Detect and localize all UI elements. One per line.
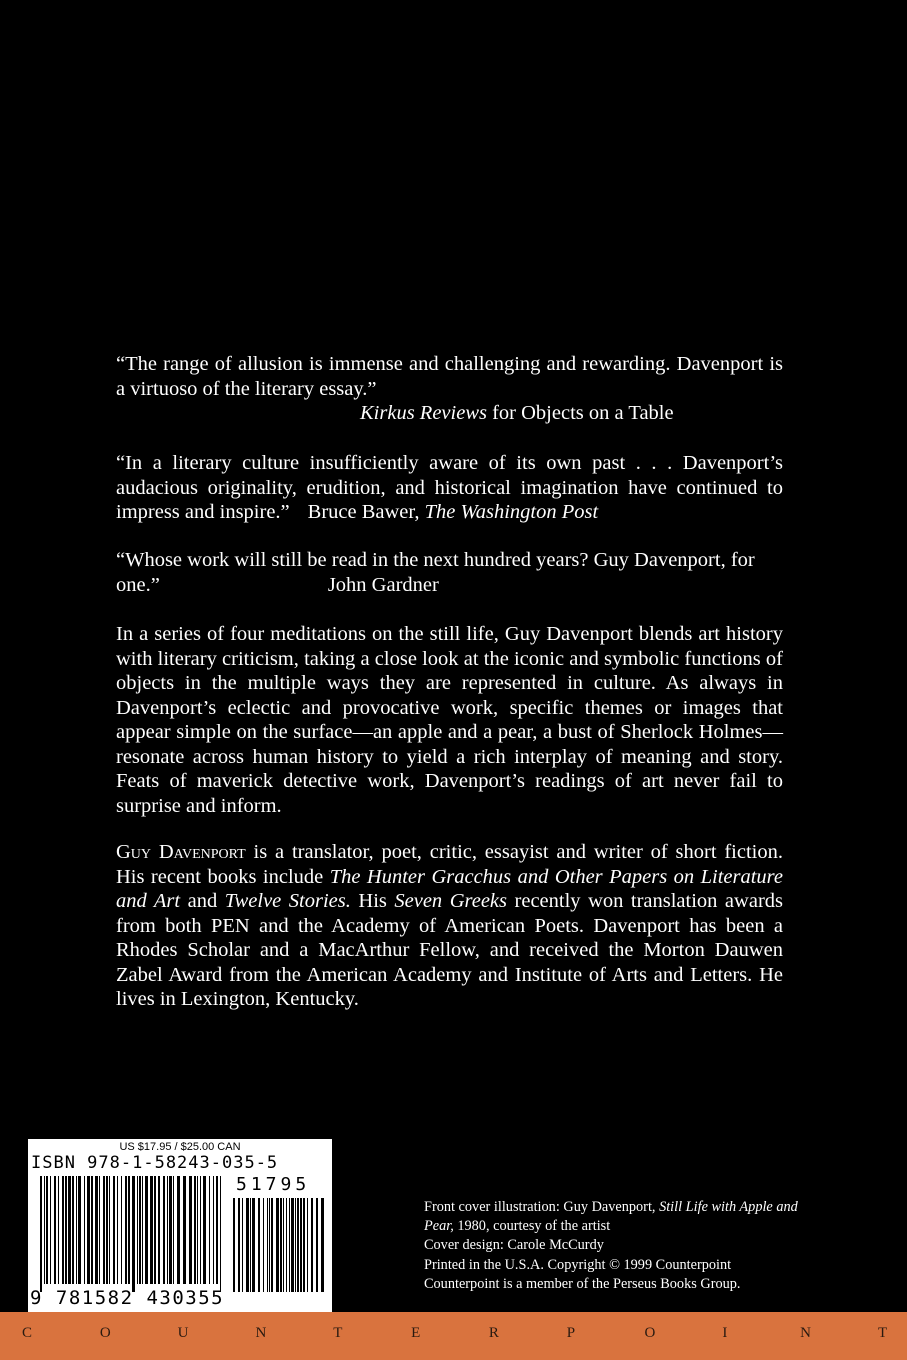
- copyright-line: Printed in the U.S.A. Copyright © 1999 Counterpoint: [424, 1256, 732, 1273]
- publisher-letter: T: [333, 1325, 343, 1341]
- attribution-name: Bruce Bawer,: [307, 501, 425, 523]
- author-bio: [116, 840, 783, 1012]
- publisher-letter: O: [99, 1325, 111, 1341]
- publisher-letter: N: [800, 1325, 812, 1341]
- ean-digits: 9 781582 430355: [30, 1287, 225, 1309]
- cover-design-credit: Cover design: Carole McCurdy: [424, 1237, 604, 1254]
- publisher-letter: U: [177, 1325, 189, 1341]
- author-name: Guy Davenport: [116, 841, 246, 863]
- publisher-note: Counterpoint is a member of the Perseus Books Group.: [424, 1275, 741, 1292]
- attribution-rest: for Objects on a Table: [486, 402, 674, 424]
- publisher-letter: E: [411, 1325, 421, 1341]
- cover-credits: [424, 1198, 804, 1294]
- publisher-band: [0, 1312, 907, 1360]
- attribution-name: John Gardner: [327, 573, 439, 596]
- publisher-letter: C: [22, 1325, 33, 1341]
- bio-text: Guy Davenport is a translator, poet, critic, essayist and writer of short fiction. His recent books include The Hunter Gracchus and Other Papers on Literature and Art and Twelve Stories. His Seven Greeks recently won translation awards from both PEN and the Academy of American Poets. Davenport has been a Rhodes Scholar and a MacArthur Fellow, and received the Morton Dauwen Zabel Award from the American Academy and Institute of Arts and Letters. He lives in Lexington, Kentucky.: [116, 841, 783, 1010]
- review-quote-gardner: [116, 548, 783, 597]
- attribution-italic: Kirkus Reviews: [360, 402, 487, 424]
- publisher-letter: T: [878, 1325, 888, 1341]
- quote-text: “Whose work will still be read in the next hundred years? Guy Davenport, for one.” John Gardner: [116, 549, 755, 596]
- addon-digits: 51795: [236, 1174, 311, 1195]
- review-quote-bawer: [116, 451, 783, 525]
- publisher-letter: N: [255, 1325, 267, 1341]
- barcode-box: [28, 1139, 332, 1312]
- quote-text: “In a literary culture insufficiently aware of its own past . . . Davenport’s audacious originality, erudition, and historical imagination have continued to impress and inspire.” Bruce Bawer, The Washington Post: [116, 452, 783, 523]
- publisher-letter: P: [566, 1325, 576, 1341]
- book-description: [116, 622, 783, 818]
- isbn-label: ISBN 978-1-58243-035-5: [31, 1153, 279, 1173]
- quote-text: “The range of allusion is immense and challenging and rewarding. Davenport is a virtuoso of the literary essay.”: [116, 353, 783, 400]
- attribution-italic: The Washington Post: [424, 501, 599, 523]
- publisher-letter: O: [644, 1325, 656, 1341]
- description-text: In a series of four meditations on the still life, Guy Davenport blends art history with literary criticism, taking a close look at the iconic and symbolic functions of objects in the multiple ways they are represented in culture. As always in Davenport’s eclectic and provocative work, specific themes or images that appear simple on the surface—an apple and a pear, a bust of Sherlock Holmes—resonate across human history to yield a rich interplay of meaning and story. Feats of maverick detective work, Davenport’s readings of art never fail to surprise and inform.: [116, 623, 783, 817]
- cover-illustration-credit: Front cover illustration: Guy Davenport, Still Life with Apple and Pear, 1980, courtesy of the artist: [424, 1199, 798, 1235]
- price-label: US $17.95 / $25.00 CAN: [119, 1141, 241, 1153]
- publisher-letter: R: [488, 1325, 499, 1341]
- quote-attribution: [116, 401, 783, 426]
- review-quote-kirkus: [116, 352, 783, 426]
- publisher-letter: I: [722, 1325, 728, 1341]
